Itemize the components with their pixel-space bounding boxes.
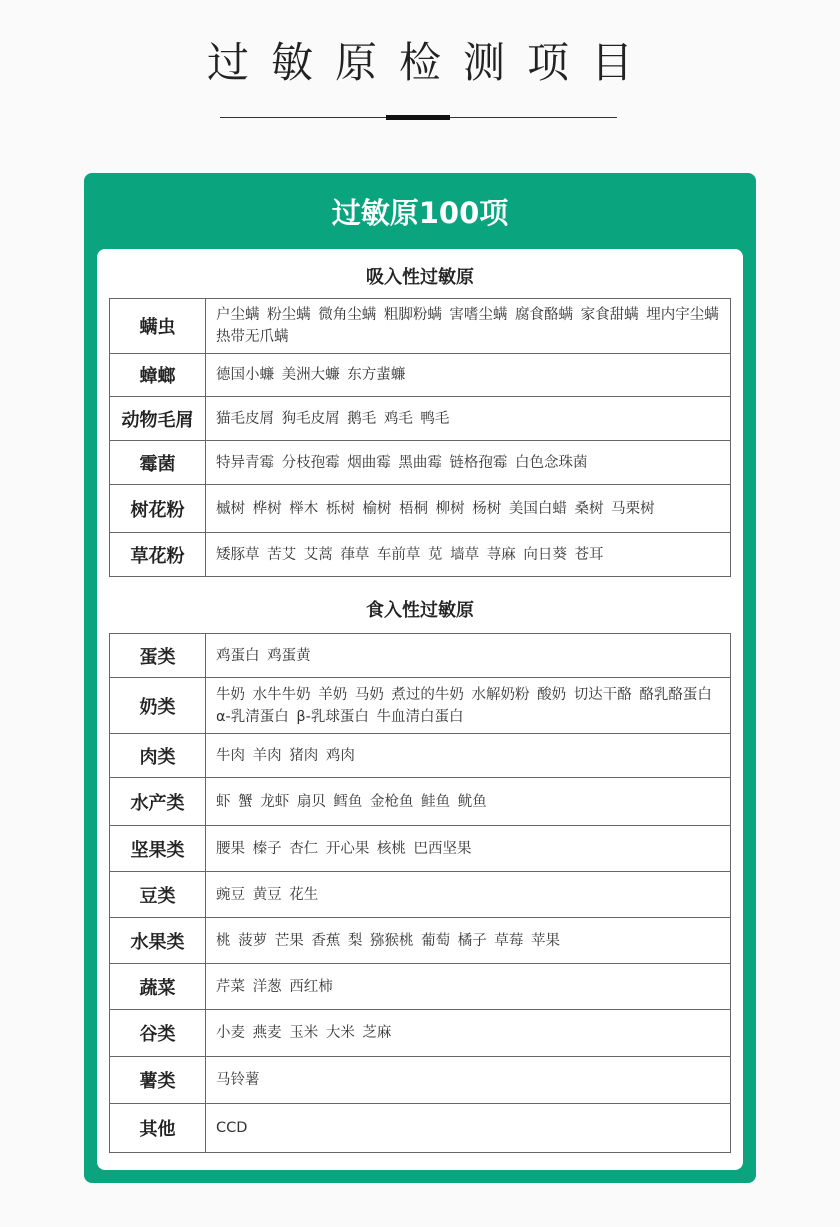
card-body <box>97 249 743 1170</box>
category-cell: 蛋类 <box>110 634 206 678</box>
table-row <box>110 734 731 778</box>
food-table <box>109 633 731 1153</box>
table-row <box>110 354 731 397</box>
table-row <box>110 1010 731 1057</box>
category-cell: 水果类 <box>110 918 206 964</box>
items-cell: 矮豚草 苦艾 艾蒿 葎草 车前草 苋 墙草 荨麻 向日葵 苍耳 <box>206 533 731 577</box>
items-cell: 芹菜 洋葱 西红柿 <box>206 964 731 1010</box>
items-cell: 牛奶 水牛牛奶 羊奶 马奶 煮过的牛奶 水解奶粉 酸奶 切达干酪 酪乳酪蛋白 α-乳清蛋白 β-乳球蛋白 牛血清白蛋白 <box>206 678 731 734</box>
category-cell: 豆类 <box>110 872 206 918</box>
food-section-title: 食入性过敏原 <box>366 600 474 621</box>
items-cell: 牛肉 羊肉 猪肉 鸡肉 <box>206 734 731 778</box>
category-cell: 草花粉 <box>110 533 206 577</box>
inhalant-table <box>109 298 731 577</box>
items-cell: 德国小蠊 美洲大蠊 东方蜚蠊 <box>206 354 731 397</box>
category-cell: 薯类 <box>110 1057 206 1104</box>
items-cell: 小麦 燕麦 玉米 大米 芝麻 <box>206 1010 731 1057</box>
allergen-card <box>84 173 756 1183</box>
table-row <box>110 441 731 485</box>
category-cell: 坚果类 <box>110 826 206 872</box>
table-row <box>110 634 731 678</box>
category-cell: 肉类 <box>110 734 206 778</box>
items-cell: 虾 蟹 龙虾 扇贝 鳕鱼 金枪鱼 鲑鱼 鱿鱼 <box>206 778 731 826</box>
items-cell: 豌豆 黄豆 花生 <box>206 872 731 918</box>
table-row <box>110 964 731 1010</box>
category-cell: 蟑螂 <box>110 354 206 397</box>
category-cell: 奶类 <box>110 678 206 734</box>
category-cell: 其他 <box>110 1104 206 1153</box>
category-cell: 谷类 <box>110 1010 206 1057</box>
table-row <box>110 872 731 918</box>
table-row <box>110 299 731 354</box>
table-row <box>110 778 731 826</box>
table-row <box>110 826 731 872</box>
table-row <box>110 533 731 577</box>
category-cell: 水产类 <box>110 778 206 826</box>
category-cell: 霉菌 <box>110 441 206 485</box>
table-row <box>110 485 731 533</box>
items-cell: 马铃薯 <box>206 1057 731 1104</box>
items-cell: 特异青霉 分枝孢霉 烟曲霉 黑曲霉 链格孢霉 白色念珠菌 <box>206 441 731 485</box>
table-row <box>110 1104 731 1153</box>
items-cell: 槭树 桦树 榉木 栎树 榆树 梧桐 柳树 杨树 美国白蜡 桑树 马栗树 <box>206 485 731 533</box>
inhalant-section-title: 吸入性过敏原 <box>366 267 474 288</box>
table-row <box>110 397 731 441</box>
category-cell: 螨虫 <box>110 299 206 354</box>
items-cell: 户尘螨 粉尘螨 微角尘螨 粗脚粉螨 害嗜尘螨 腐食酪螨 家食甜螨 埋内宇尘螨 热带无爪螨 <box>206 299 731 354</box>
table-row <box>110 678 731 734</box>
category-cell: 动物毛屑 <box>110 397 206 441</box>
items-cell: 鸡蛋白 鸡蛋黄 <box>206 634 731 678</box>
category-cell: 树花粉 <box>110 485 206 533</box>
table-row <box>110 918 731 964</box>
card-title: 过敏原100项 <box>331 196 509 230</box>
items-cell: 腰果 榛子 杏仁 开心果 核桃 巴西坚果 <box>206 826 731 872</box>
page-title: 过敏原检测项目 <box>206 38 655 87</box>
table-row <box>110 1057 731 1104</box>
category-cell: 蔬菜 <box>110 964 206 1010</box>
items-cell: 猫毛皮屑 狗毛皮屑 鹅毛 鸡毛 鸭毛 <box>206 397 731 441</box>
title-divider-accent <box>386 115 450 120</box>
items-cell: 桃 菠萝 芒果 香蕉 梨 猕猴桃 葡萄 橘子 草莓 苹果 <box>206 918 731 964</box>
items-cell: CCD <box>206 1104 731 1153</box>
